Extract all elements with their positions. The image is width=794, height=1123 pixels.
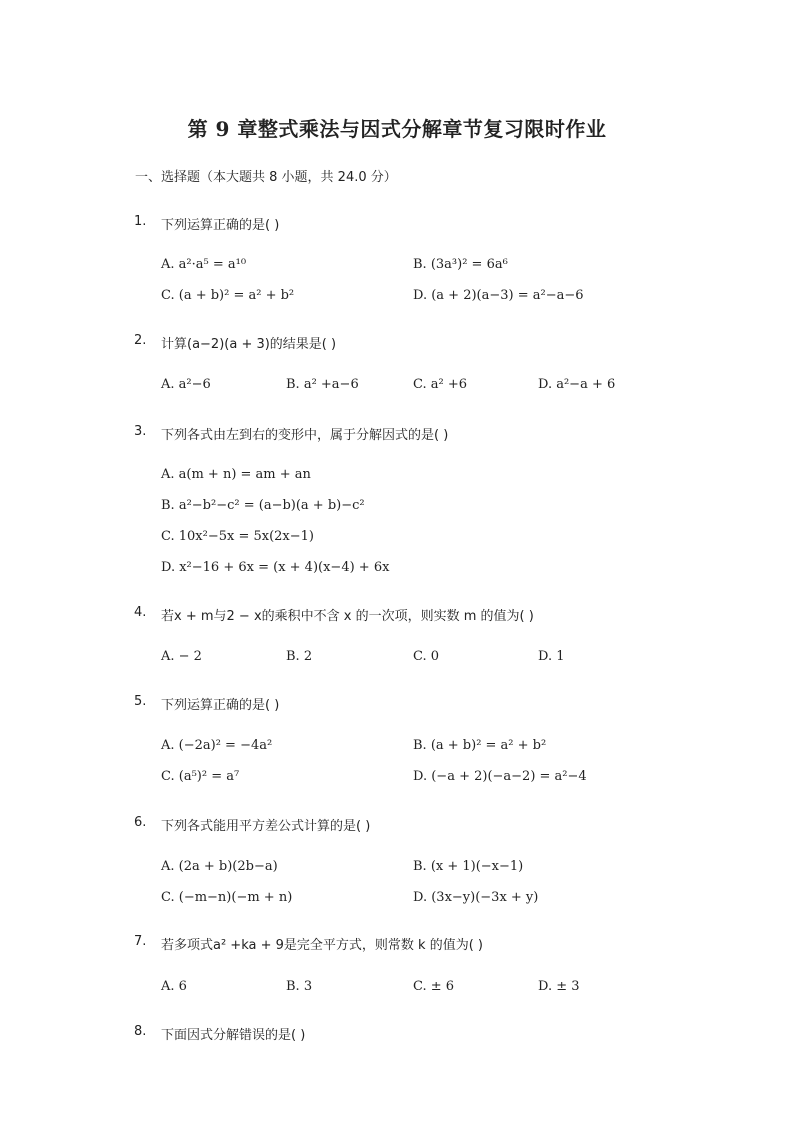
section-heading: 一、选择题（本大题共 8 小题，共 24.0 分） <box>135 170 397 185</box>
question-number: 1. <box>134 214 147 229</box>
option-d: D. (a + 2)(a−3) = a²−a−6 <box>413 288 584 303</box>
option-b: B. (x + 1)(−x−1) <box>413 859 524 874</box>
question-text: 下面因式分解错误的是( ) <box>161 1028 306 1043</box>
question-text: 下列各式能用平方差公式计算的是( ) <box>161 819 371 834</box>
option-c: C. 0 <box>413 649 440 664</box>
question-text: 计算(a−2)(a + 3)的结果是( ) <box>161 337 337 352</box>
question-text: 下列运算正确的是( ) <box>161 698 280 713</box>
option-d: D. a²−a + 6 <box>538 377 616 392</box>
option-a: A. a(m + n) = am + an <box>161 467 311 482</box>
question-text: 若多项式a² +ka + 9是完全平方式，则常数 k 的值为( ) <box>161 938 483 953</box>
question-number: 5. <box>134 694 147 709</box>
option-c: C. ± 6 <box>413 979 455 994</box>
option-d: D. ± 3 <box>538 979 580 994</box>
question-number: 4. <box>134 605 147 620</box>
question-text: 下列运算正确的是( ) <box>161 218 280 233</box>
page-title: 第 9 章整式乘法与因式分解章节复习限时作业 <box>187 117 607 141</box>
option-b: B. (a + b)² = a² + b² <box>413 738 547 753</box>
option-d: D. (3x−y)(−3x + y) <box>413 890 539 905</box>
option-d: D. x²−16 + 6x = (x + 4)(x−4) + 6x <box>161 560 390 575</box>
option-b: B. a²−b²−c² = (a−b)(a + b)−c² <box>161 498 365 513</box>
option-c: C. (a + b)² = a² + b² <box>161 288 295 303</box>
option-c: C. 10x²−5x = 5x(2x−1) <box>161 529 314 544</box>
question-number: 3. <box>134 424 147 439</box>
option-b: B. (3a³)² = 6a⁶ <box>413 257 508 272</box>
option-a: A. (2a + b)(2b−a) <box>161 859 278 874</box>
question-text: 下列各式由左到右的变形中，属于分解因式的是( ) <box>161 428 449 443</box>
option-a: A. 6 <box>161 979 187 994</box>
option-c: C. a² +6 <box>413 377 468 392</box>
option-a: A. (−2a)² = −4a² <box>161 738 273 753</box>
option-d: D. 1 <box>538 649 565 664</box>
option-a: A. − 2 <box>161 649 202 664</box>
option-a: A. a²·a⁵ = a¹⁰ <box>161 257 247 272</box>
option-c: C. (a⁵)² = a⁷ <box>161 769 240 784</box>
option-b: B. 2 <box>286 649 313 664</box>
question-number: 6. <box>134 815 147 830</box>
option-b: B. a² +a−6 <box>286 377 359 392</box>
option-c: C. (−m−n)(−m + n) <box>161 890 293 905</box>
question-text: 若x + m与2 − x的乘积中不含 x 的一次项，则实数 m 的值为( ) <box>161 609 534 624</box>
question-number: 8. <box>134 1024 147 1039</box>
option-b: B. 3 <box>286 979 313 994</box>
question-number: 7. <box>134 934 147 949</box>
option-d: D. (−a + 2)(−a−2) = a²−4 <box>413 769 587 784</box>
option-a: A. a²−6 <box>161 377 211 392</box>
question-number: 2. <box>134 333 147 348</box>
